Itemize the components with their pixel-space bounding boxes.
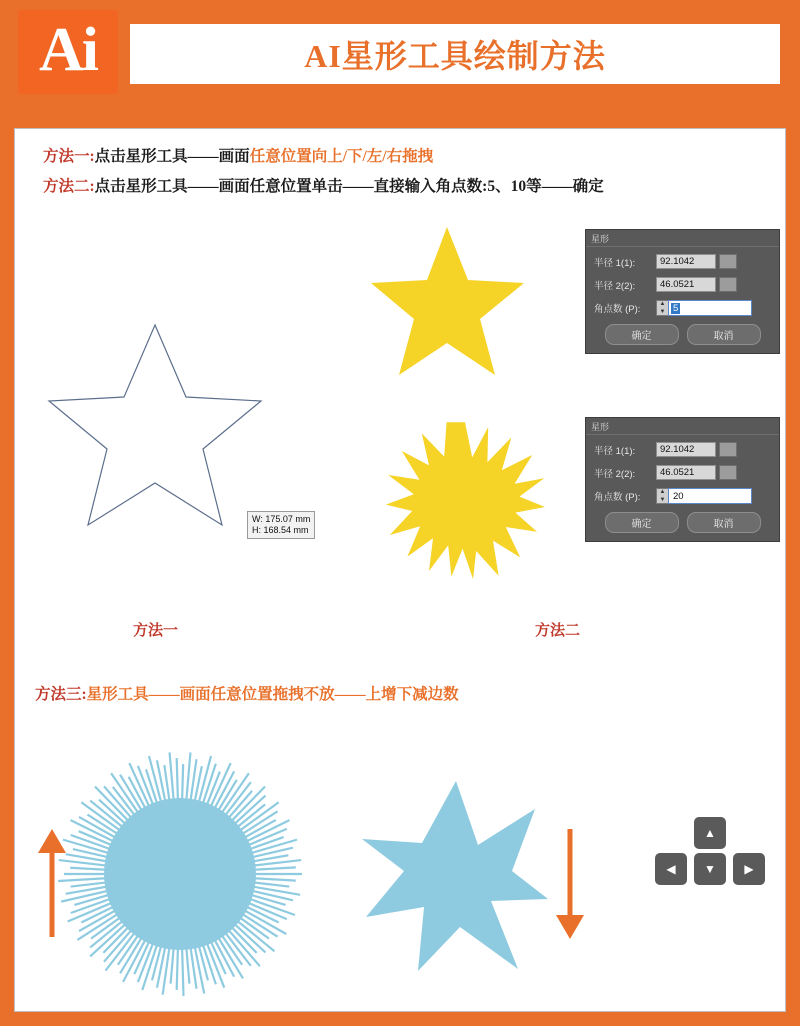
- dialog-1-points-value: 5: [673, 302, 679, 314]
- key-left[interactable]: ◀: [655, 853, 687, 885]
- stepper-down-icon: ▼: [659, 497, 666, 503]
- dialog-1-radius2-unit-icon: [719, 277, 737, 292]
- blue-seven-point-star-shape: [360, 779, 550, 974]
- method-1-text-red: 任意位置向上/下/左/右拖拽: [249, 148, 434, 165]
- dialog-1-radius1-input[interactable]: 92.1042: [656, 254, 716, 269]
- measure-width: W: 175.07 mm: [252, 514, 311, 524]
- dialog-2-points-input[interactable]: [668, 488, 752, 504]
- dialog-1-radius1-unit-icon: [719, 254, 737, 269]
- method-2-label: 方法二:: [43, 178, 95, 195]
- dialog-2-radius1-row: [594, 442, 771, 457]
- dialog-2-radius2-input[interactable]: 46.0521: [656, 465, 716, 480]
- dialog-1-radius2-input[interactable]: 46.0521: [656, 277, 716, 292]
- dialog-2-radius2-row: [594, 465, 771, 480]
- caption-method-1: 方法一: [133, 623, 179, 639]
- measure-height: H: 168.54 mm: [252, 525, 309, 535]
- page-title: AI星形工具绘制方法: [304, 38, 606, 74]
- dialog-2-title: 星形: [586, 418, 779, 435]
- dialog-1-points-label: 角点数 (P):: [594, 304, 641, 315]
- dialog-2-radius2-label: 半径 2(2):: [594, 468, 636, 480]
- method-3-text: 星形工具——画面任意位置拖拽不放——上增下减边数: [86, 686, 459, 703]
- dialog-1-title: 星形: [586, 230, 779, 247]
- dialog-1-cancel-button[interactable]: 取消: [687, 324, 761, 345]
- key-down[interactable]: ▼: [694, 853, 726, 885]
- yellow-star-shape: [370, 224, 525, 379]
- page-header: [0, 0, 800, 104]
- method-2-text: 点击星形工具——画面任意位置单击——直接输入角点数:5、10等——确定: [94, 178, 604, 195]
- instruction-method-3: [35, 681, 765, 709]
- dialog-1-radius1-row: [594, 254, 771, 269]
- instruction-method-1: [43, 143, 763, 171]
- dialog-2-radius1-unit-icon: [719, 442, 737, 457]
- stepper-up-icon: ▲: [659, 301, 666, 307]
- ai-logo-text: Ai: [39, 16, 97, 84]
- arrow-up-icon: [37, 829, 67, 939]
- key-up[interactable]: ▲: [694, 817, 726, 849]
- outline-star-shape: [45, 319, 265, 534]
- measurement-tooltip: [247, 511, 315, 539]
- caption-method-2: 方法二: [535, 623, 581, 639]
- star-dialog-1[interactable]: [585, 229, 780, 354]
- stepper-up-icon: ▲: [659, 489, 666, 495]
- method-1-text-dark: 点击星形工具——画面: [94, 148, 250, 165]
- dialog-2-radius2-unit-icon: [719, 465, 737, 480]
- yellow-burst-shape: [385, 419, 545, 579]
- dialog-2-cancel-button[interactable]: 取消: [687, 512, 761, 533]
- dialog-2-points-value: 20: [673, 490, 684, 502]
- dialog-1-points-row: [594, 300, 771, 316]
- dialog-2-ok-button[interactable]: 确定: [605, 512, 679, 533]
- dialog-1-points-input[interactable]: [668, 300, 752, 316]
- dialog-1-radius2-label: 半径 2(2):: [594, 280, 636, 292]
- instruction-method-2: [43, 173, 773, 201]
- dialog-2-radius1-label: 半径 1(1):: [594, 445, 636, 457]
- star-dialog-2[interactable]: [585, 417, 780, 542]
- blue-spiky-burst-shape: [55, 749, 305, 999]
- dialog-2-points-label: 角点数 (P):: [594, 492, 641, 503]
- stepper-down-icon: ▼: [659, 309, 666, 315]
- dialog-2-radius1-input[interactable]: 92.1042: [656, 442, 716, 457]
- content-sheet: [14, 128, 786, 1012]
- arrow-keys-group: [655, 817, 765, 917]
- ai-logo: [18, 10, 118, 94]
- dialog-1-radius1-label: 半径 1(1):: [594, 257, 636, 269]
- key-right[interactable]: ▶: [733, 853, 765, 885]
- dialog-2-points-row: [594, 488, 771, 504]
- method-3-label: 方法三:: [35, 686, 87, 703]
- dialog-1-radius2-row: [594, 277, 771, 292]
- method-1-label: 方法一:: [43, 148, 95, 165]
- dialog-1-ok-button[interactable]: 确定: [605, 324, 679, 345]
- header-title-box: [130, 24, 780, 84]
- arrow-down-icon: [555, 829, 585, 939]
